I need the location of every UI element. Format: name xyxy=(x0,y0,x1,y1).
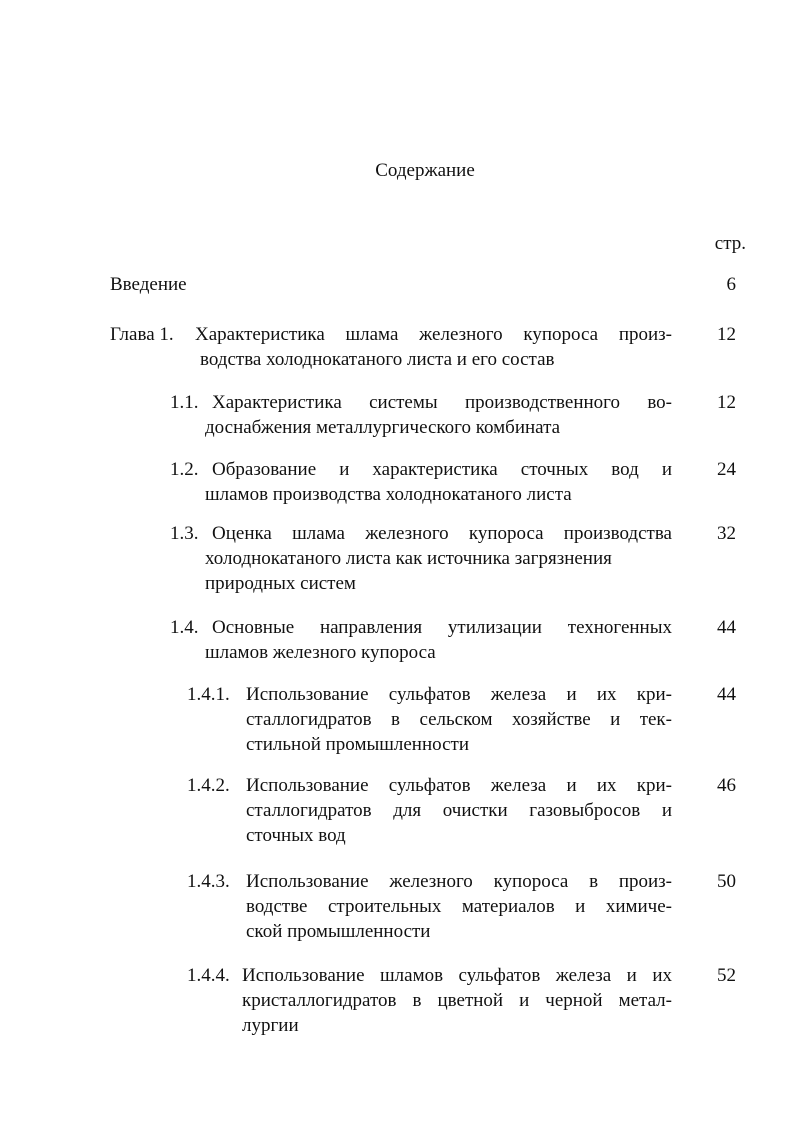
toc-entry-number: Глава 1. xyxy=(110,324,174,345)
toc-entry-line: Использование сульфатов железа и их кри- xyxy=(246,775,672,796)
toc-entry-page: 44 xyxy=(717,684,736,705)
toc-entry-line: Оценка шлама железного купороса производства xyxy=(212,523,672,544)
toc-entry-page: 24 xyxy=(717,459,736,480)
toc-entry-text xyxy=(205,457,672,507)
toc-entry-line: Характеристика системы производственного во- xyxy=(212,392,672,413)
toc-entry-line: Использование сульфатов железа и их кри- xyxy=(246,684,672,705)
toc-entry-page: 50 xyxy=(717,871,736,892)
toc-entry-line: ской промышленности xyxy=(246,921,431,942)
toc-entry-line: водства холоднокатаного листа и его состав xyxy=(200,349,555,370)
toc-entry-text xyxy=(205,615,672,665)
toc-entry-line: Использование железного купороса в произ- xyxy=(246,871,672,892)
toc-entry-line: Использование шламов сульфатов железа и их xyxy=(242,965,672,986)
toc-entry-line: лургии xyxy=(242,1015,299,1036)
page-title: Содержание xyxy=(375,160,475,181)
toc-entry-line: шламов производства холоднокатаного листа xyxy=(205,484,572,505)
toc-entry-line: сталлогидратов для очистки газовыбросов и xyxy=(246,800,672,821)
toc-entry-line: стильной промышленности xyxy=(246,734,469,755)
toc-entry-text xyxy=(242,963,672,1038)
toc-entry-text xyxy=(195,322,672,372)
toc-entry-page: 44 xyxy=(717,617,736,638)
toc-entry-text xyxy=(205,521,672,596)
toc-entry-line: сталлогидратов в сельском хозяйстве и тек- xyxy=(246,709,672,730)
toc-entry-line: Характеристика шлама железного купороса произ- xyxy=(195,324,672,345)
toc-entry-number: 1.2. xyxy=(170,459,199,480)
toc-entry-page: 12 xyxy=(717,392,736,413)
toc-entry-line: холоднокатаного листа как источника загрязнения xyxy=(205,548,612,569)
toc-entry-text xyxy=(246,869,672,944)
toc-entry-text xyxy=(110,272,510,297)
toc-entry-number: 1.1. xyxy=(170,392,199,413)
toc-entry-line: доснабжения металлургического комбината xyxy=(205,417,561,438)
toc-entry-line: Образование и характеристика сточных вод и xyxy=(212,459,672,480)
toc-entry-page: 6 xyxy=(726,274,736,295)
toc-entry-line: сточных вод xyxy=(246,825,346,846)
toc-entry-page: 52 xyxy=(717,965,736,986)
toc-entry-number: 1.4.2. xyxy=(187,775,230,796)
toc-entry-text xyxy=(246,682,672,757)
toc-entry-page: 32 xyxy=(717,523,736,544)
toc-entry-line: шламов железного купороса xyxy=(205,642,436,663)
toc-entry-number: 1.4. xyxy=(170,617,199,638)
toc-entry-page: 12 xyxy=(717,324,736,345)
toc-entry-number: 1.3. xyxy=(170,523,199,544)
toc-entry-number: 1.4.4. xyxy=(187,965,230,986)
toc-entry-page: 46 xyxy=(717,775,736,796)
toc-entry-number: 1.4.1. xyxy=(187,684,230,705)
toc-entry-line: кристаллогидратов в цветной и черной метал- xyxy=(242,990,672,1011)
toc-entry-line: природных систем xyxy=(205,573,356,594)
toc-entry-line: водстве строительных материалов и химиче- xyxy=(246,896,672,917)
toc-entry-number: 1.4.3. xyxy=(187,871,230,892)
toc-entry-line: Введение xyxy=(110,274,187,295)
toc-entry-text xyxy=(246,773,672,848)
toc-entry-line: Основные направления утилизации техногенных xyxy=(212,617,672,638)
toc-entry-text xyxy=(205,390,672,440)
page-column-label: стр. xyxy=(714,233,746,254)
